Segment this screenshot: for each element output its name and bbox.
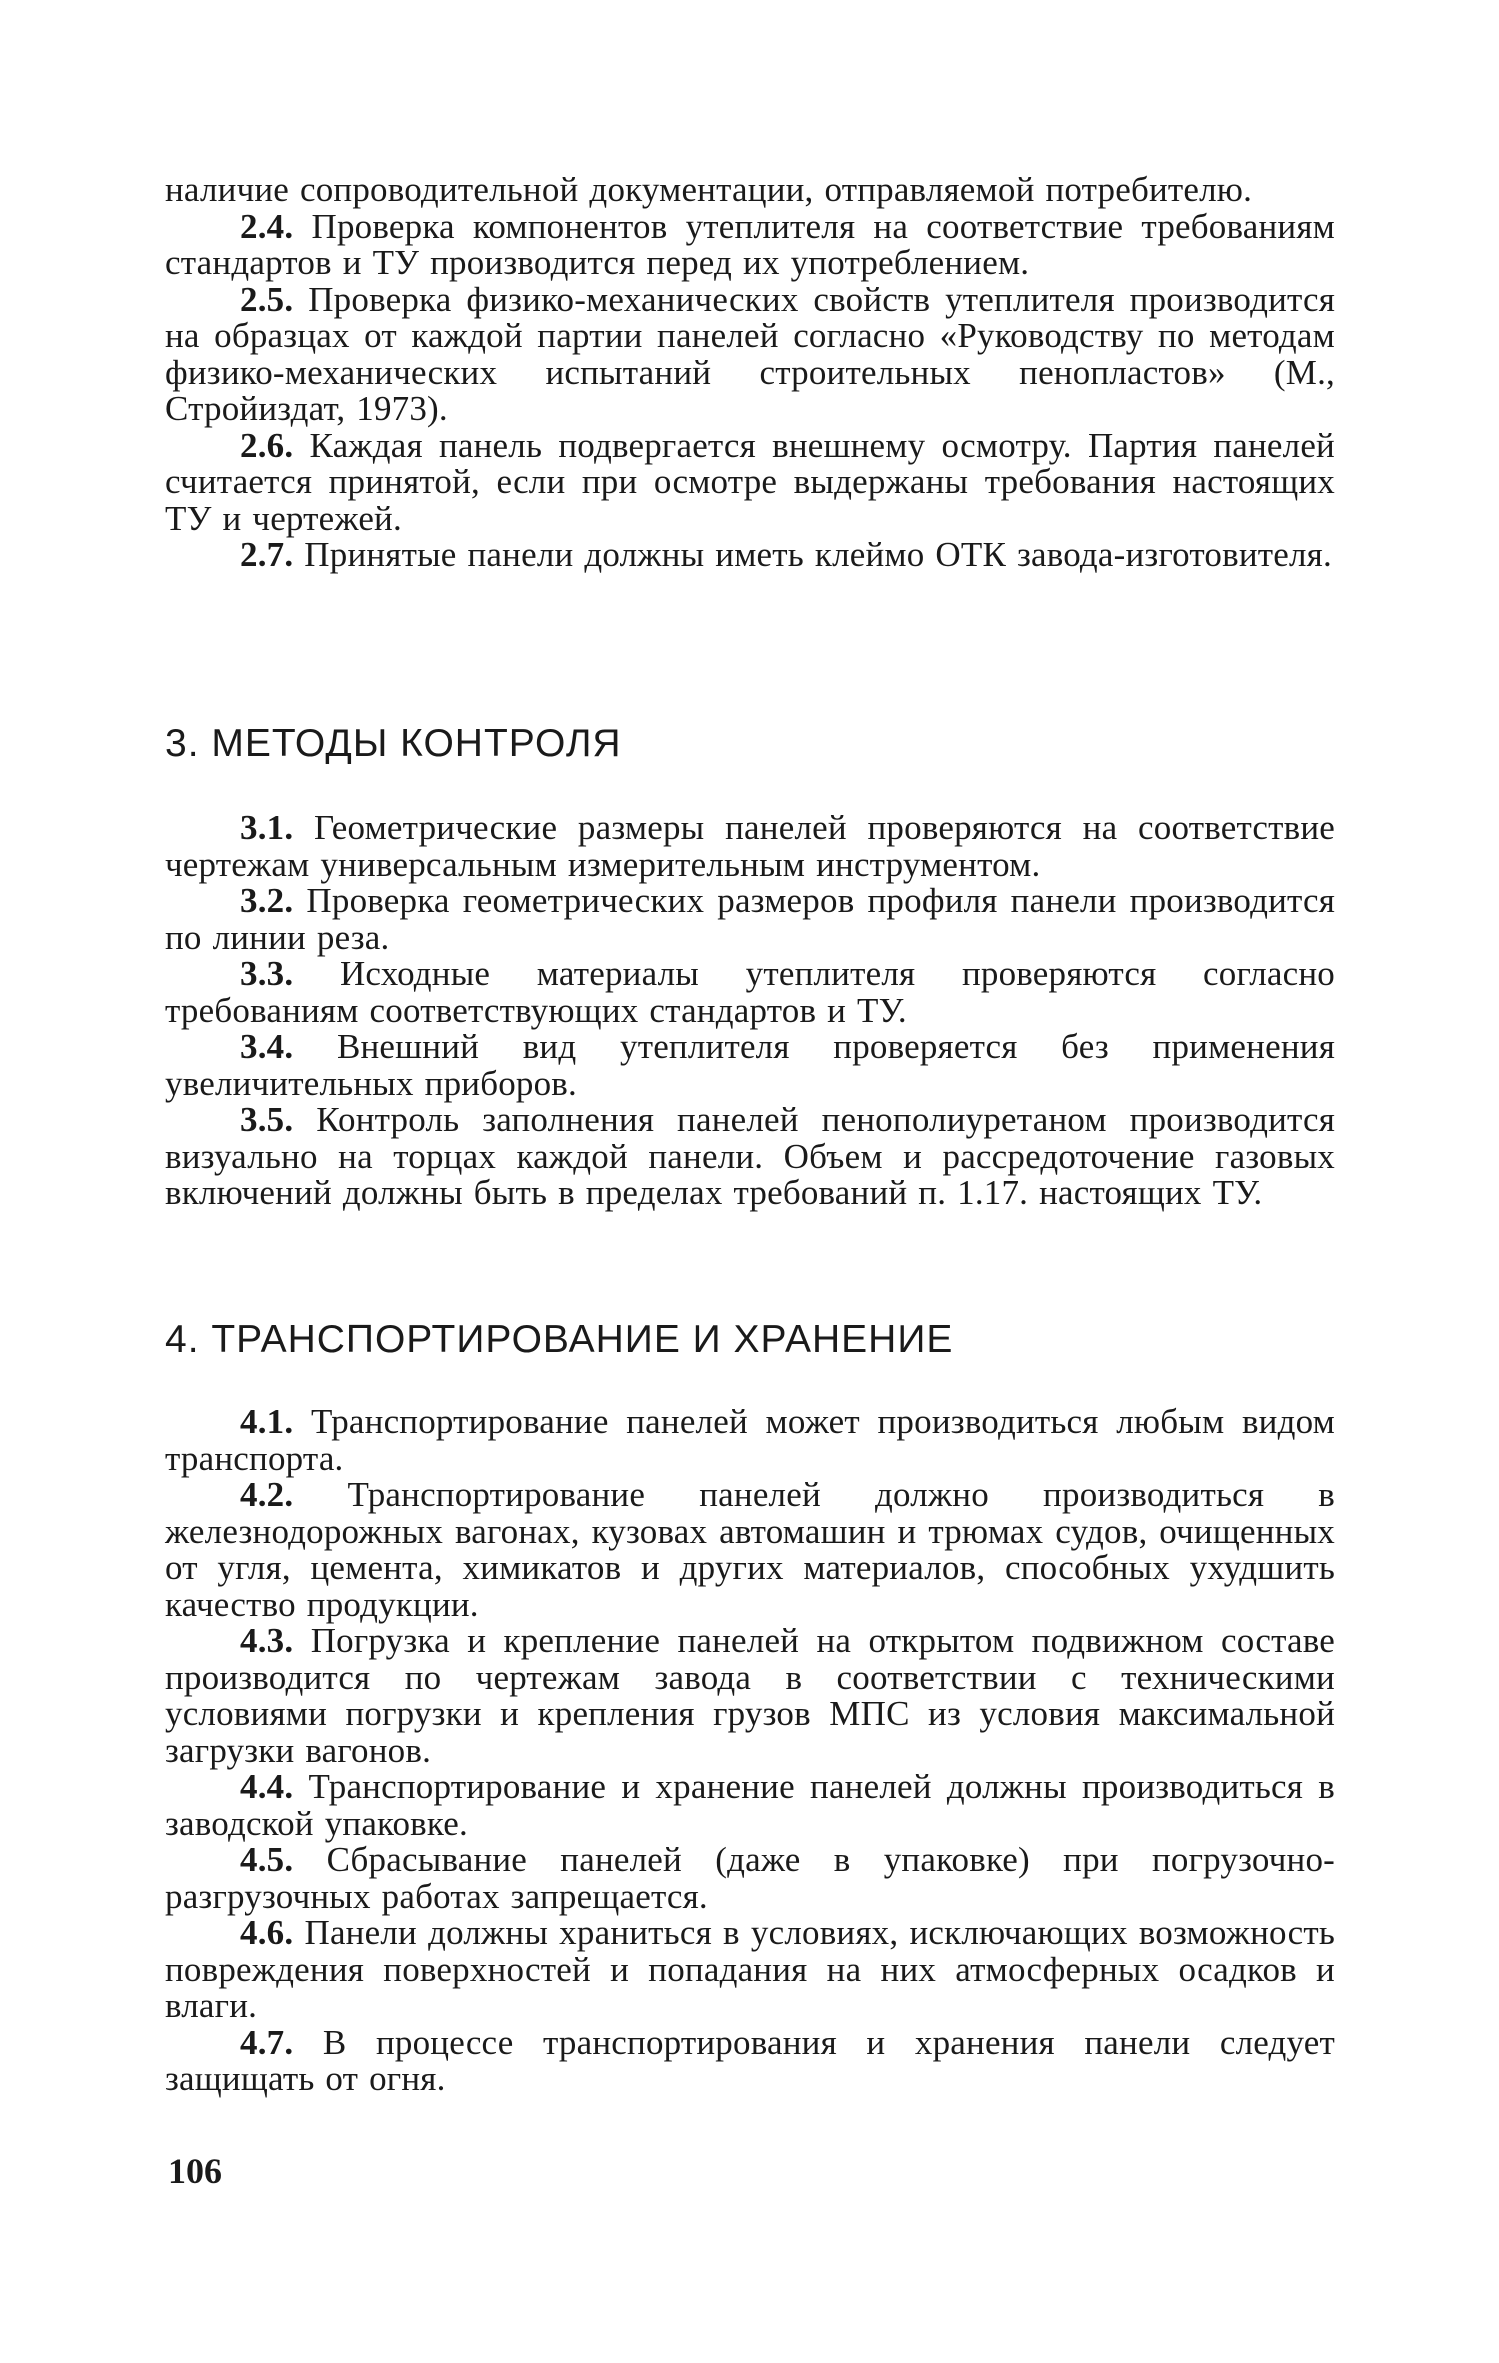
section-4-body (165, 1404, 1335, 2098)
item-number: 2.4. (240, 206, 294, 246)
item-number: 2.7. (240, 535, 294, 574)
item-4-2 (165, 1477, 1335, 1623)
item-4-3 (165, 1623, 1335, 1769)
item-text: Каждая панель подвергается внешнему осмотру. Партия панелей считается принятой, если при осмотре выдержаны требования настоящих ТУ и чертежей. (165, 425, 1335, 538)
item-text: Погрузка и крепление панелей на открытом подвижном составе производится по чертежам завода в соответствии с техническими условиями погрузки и крепления грузов МПС из условия максимальной загрузки вагонов. (165, 1621, 1335, 1770)
item-number: 4.2. (240, 1475, 294, 1514)
item-number: 3.1. (240, 808, 294, 847)
item-number: 3.5. (240, 1100, 294, 1139)
item-2-7 (165, 537, 1335, 574)
lead-paragraph: наличие сопроводительной документации, отправляемой потребителю. (165, 170, 1253, 209)
item-3-4 (165, 1029, 1335, 1102)
item-number: 3.3. (240, 954, 294, 993)
item-text: Транспортирование панелей должно производиться в железнодорожных вагонах, кузовах автомашин и трюмах судов, очищенных от угля, цемента, химикатов и других материалов, способных ухудшить качество продукции. (165, 1475, 1336, 1624)
item-text: Проверка физико-механических свойств утеплителя производится на образцах от каждой партии панелей согласно «Руководству по методам физико-механических испытаний строительных пенопластов» (М., Стройиздат, 1973). (165, 279, 1335, 428)
item-text: Исходные материалы утеплителя проверяются согласно требованиям соответствующих стандартов и ТУ. (165, 954, 1335, 1030)
item-text: Панели должны храниться в условиях, исключающих возможность повреждения поверхностей и попадания на них атмосферных осадков и влаги. (165, 1913, 1335, 2025)
item-3-2 (165, 883, 1335, 956)
item-4-7 (165, 2022, 1335, 2098)
item-number: 4.6. (240, 1913, 294, 1952)
item-text: Транспортирование и хранение панелей должны производиться в заводской упаковке. (165, 1767, 1335, 1843)
item-3-3 (165, 956, 1335, 1029)
item-number: 3.4. (240, 1027, 294, 1066)
section-4-heading: 4. ТРАНСПОРТИРОВАНИЕ И ХРАНЕНИЕ (165, 1318, 954, 1361)
item-4-1 (165, 1404, 1335, 1477)
item-number: 4.4. (240, 1767, 294, 1806)
item-text: Контроль заполнения панелей пенополиуретаном производится визуально на торцах каждой панели. Объем и рассредоточение газовых включений должны быть в пределах требований п. 1.17. настоящих ТУ. (165, 1100, 1335, 1212)
item-text: Транспортирование панелей может производиться любым видом транспорта. (165, 1402, 1335, 1478)
item-number: 2.5. (240, 279, 294, 319)
item-number: 4.7. (240, 2022, 294, 2062)
item-text: Сбрасывание панелей (даже в упаковке) при погрузочно-разгрузочных работах запрещается. (165, 1840, 1335, 1916)
item-number: 4.3. (240, 1621, 294, 1660)
item-text: Проверка компонентов утеплителя на соответствие требованиям стандартов и ТУ производится перед их употреблением. (165, 206, 1336, 282)
item-text: Проверка геометрических размеров профиля панели производится по линии реза. (165, 881, 1336, 957)
item-text: Принятые панели должны иметь клеймо ОТК завода-изготовителя. (304, 535, 1332, 574)
item-text: В процессе транспортирования и хранения панели следует защищать от огня. (165, 2022, 1335, 2098)
item-3-5 (165, 1102, 1335, 1212)
item-number: 2.6. (240, 425, 294, 465)
item-2-4 (165, 206, 1336, 282)
item-number: 4.5. (240, 1840, 294, 1879)
item-2-6 (165, 425, 1335, 538)
section-3-heading: 3. МЕТОДЫ КОНТРОЛЯ (165, 722, 622, 765)
section-2-continuation (165, 172, 1335, 574)
item-number: 3.2. (240, 881, 294, 920)
item-number: 4.1. (240, 1402, 294, 1441)
item-3-1 (165, 810, 1335, 883)
item-text: Геометрические размеры панелей проверяются на соответствие чертежам универсальным измерительным инструментом. (165, 808, 1335, 884)
item-4-4 (165, 1769, 1335, 1842)
item-4-5 (165, 1842, 1335, 1915)
page-number: 106 (168, 2151, 222, 2191)
item-2-5 (165, 279, 1335, 428)
section-3-body (165, 810, 1335, 1212)
item-text: Внешний вид утеплителя проверяется без применения увеличительных приборов. (165, 1027, 1335, 1103)
item-4-6 (165, 1915, 1335, 2025)
